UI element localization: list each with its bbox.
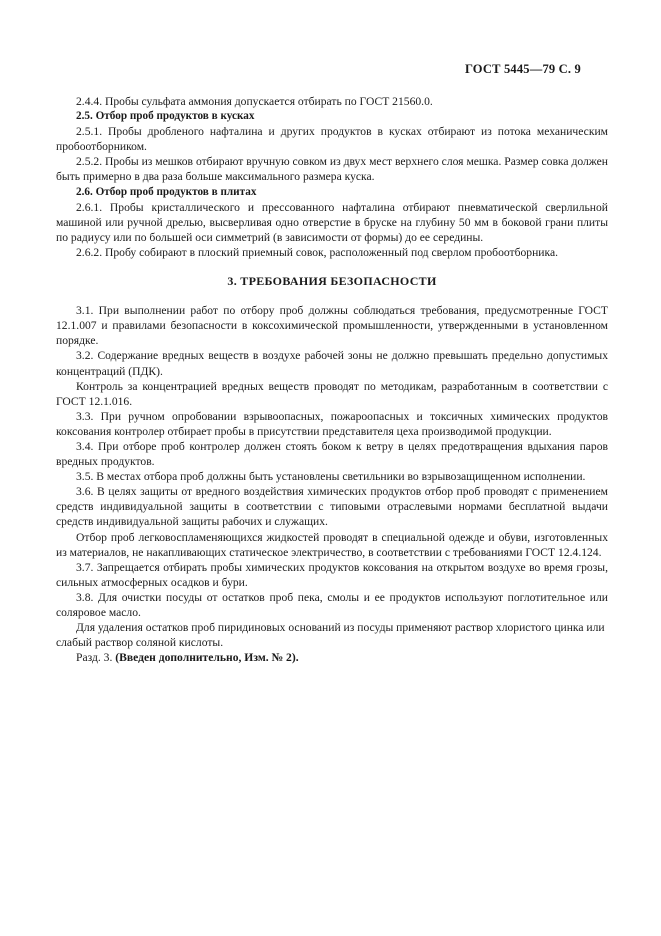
para-3-6: 3.6. В целях защиты от вредного воздействия химических продуктов отбор проб проводят с применением средств индивидуальной защиты в соответствии с типовыми отраслевыми нормами бесплатной выдачи средств индивидуальной защиты рабочих и служащих.	[56, 485, 608, 529]
para-2-5-2: 2.5.2. Пробы из мешков отбирают вручную совком из двух мест верхнего слоя мешка. Размер совка должен быть примерно в два раза больше максимального размера куска.	[56, 155, 608, 184]
amendment-text: (Введен дополнительно, Изм. № 2).	[115, 651, 299, 665]
document-body	[56, 94, 608, 665]
amendment-note	[56, 650, 608, 665]
para-3-1: 3.1. При выполнении работ по отбору проб должны соблюдаться требования, предусмотренные ГОСТ 12.1.007 и правилами безопасности в коксохимической промышленности, утвержденными в установленном порядке.	[56, 304, 608, 348]
para-2-6-2: 2.6.2. Пробу собирают в плоский приемный совок, расположенный под сверлом пробоотборника.	[76, 245, 558, 259]
para-3-2: 3.2. Содержание вредных веществ в воздухе рабочей зоны не должно превышать предельно допустимых концентраций (ПДК).	[56, 349, 608, 378]
para-control: Контроль за концентрацией вредных веществ проводят по методикам, разработанным в соответствии с ГОСТ 12.1.016.	[56, 379, 608, 408]
subheading-2-6: 2.6. Отбор проб продуктов в плитах	[76, 185, 257, 198]
para-3-5: 3.5. В местах отбора проб должны быть установлены светильники во взрывозащищенном исполнении.	[76, 470, 586, 484]
para-3-4: 3.4. При отборе проб контролер должен стоять боком к ветру в целях предотвращения вдыхания паров вредных продуктов.	[56, 439, 608, 469]
section-title: 3. ТРЕБОВАНИЯ БЕЗОПАСНОСТИ	[227, 274, 437, 289]
page-header: ГОСТ 5445—79 С. 9	[464, 62, 581, 76]
para-3-3: 3.3. При ручном опробовании взрывоопасных, пожароопасных и токсичных химических продуктов коксования контролер отбирает пробы в присутствии представителя цеха производимой продукции.	[56, 409, 608, 438]
amendment-prefix: Разд. 3.	[76, 651, 116, 665]
para-pyridine: Для удаления остатков проб пиридиновых оснований из посуды применяют раствор хлористого цинка или слабый раствор соляной кислоты.	[56, 621, 605, 650]
para-2-6-1: 2.6.1. Пробы кристаллического и прессованного нафталина отбирают пневматической сверлильной машиной или ручной дрелью, высверливая одно отверстие в бруске на глубину 50 мм в боковой грани плиты по радиусу или по большей оси симметрий (в зависимости от формы) до ее середины.	[56, 200, 608, 244]
para-2-4-4: 2.4.4. Пробы сульфата аммония допускается отбирать по ГОСТ 21560.0.	[76, 95, 433, 108]
para-3-8: 3.8. Для очистки посуды от остатков проб пека, смолы и ее продуктов используют поглотительное или соляровое масло.	[56, 590, 608, 619]
para-2-5-1: 2.5.1. Пробы дробленого нафталина и других продуктов в кусках отбирают из потока механическим пробоотборником.	[56, 125, 608, 154]
subheading-2-5: 2.5. Отбор проб продуктов в кусках	[76, 110, 255, 123]
para-flammable: Отбор проб легковоспламеняющихся жидкостей проводят в специальной одежде и обуви, изготовленных из материалов, не накапливающих статическое электричество, в соответствии с требованиями ГОСТ 12.4.124.	[56, 530, 608, 559]
para-3-7: 3.7. Запрещается отбирать пробы химических продуктов коксования на открытом воздухе во время грозы, сильных атмосферных осадков и бури.	[56, 560, 608, 589]
